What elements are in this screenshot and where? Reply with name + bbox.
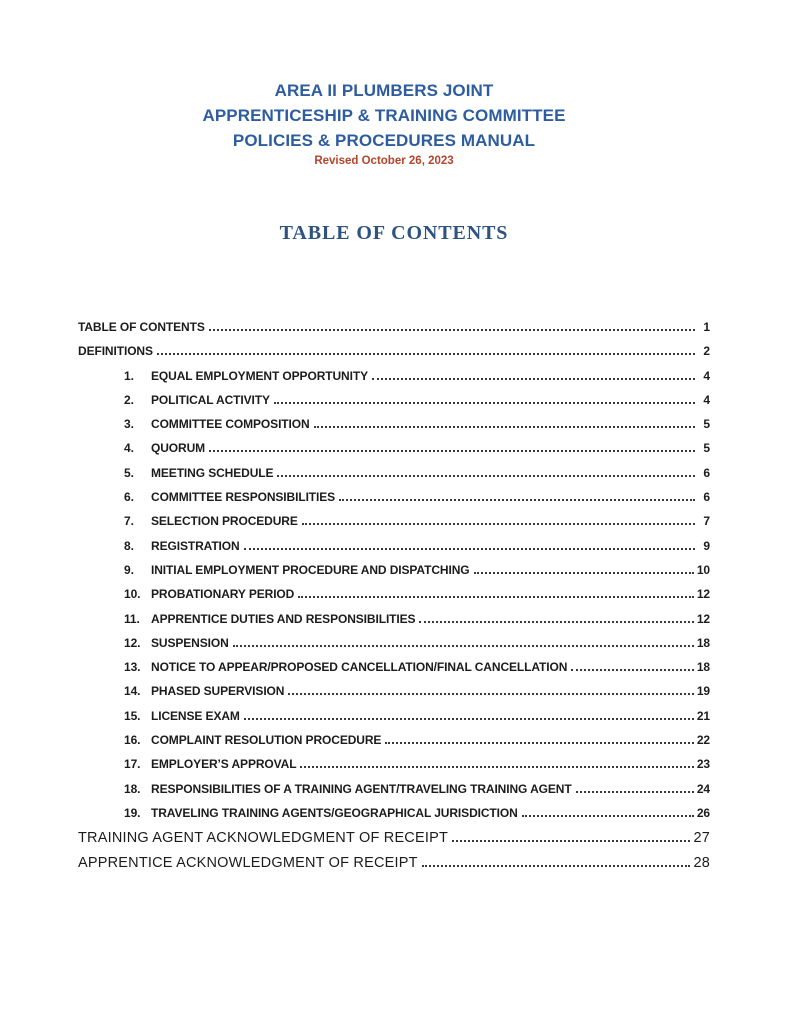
dot-leader bbox=[233, 642, 694, 647]
toc-entry-page: 19 bbox=[696, 684, 710, 699]
toc-entry-page: 9 bbox=[703, 538, 710, 553]
toc-entry bbox=[78, 369, 710, 393]
toc-entry bbox=[78, 782, 710, 806]
toc-entry-page: 10 bbox=[696, 562, 710, 577]
toc-entry bbox=[78, 393, 710, 417]
dot-leader bbox=[576, 788, 694, 793]
toc-entry-number: 10. bbox=[124, 587, 141, 602]
toc-entry bbox=[78, 660, 710, 684]
toc-entry bbox=[78, 636, 710, 660]
toc-entry-label: COMMITTEE RESPONSIBILITIES bbox=[151, 490, 336, 505]
toc-entry bbox=[78, 441, 710, 465]
toc-entry-label: TRAVELING TRAINING AGENTS/GEOGRAPHICAL JURISDICTION bbox=[151, 805, 518, 820]
toc-heading: TABLE OF CONTENTS bbox=[279, 222, 509, 244]
toc-entry bbox=[78, 344, 710, 368]
toc-entry-label: REGISTRATION bbox=[151, 538, 240, 553]
dot-leader bbox=[274, 399, 695, 404]
dot-leader bbox=[244, 715, 694, 720]
toc-entry-label: TRAINING AGENT ACKNOWLEDGMENT OF RECEIPT bbox=[78, 830, 449, 847]
toc-entry-page: 2 bbox=[703, 344, 710, 359]
dot-leader bbox=[277, 472, 695, 477]
toc-entry bbox=[78, 514, 710, 538]
toc-entry-label: APPRENTICE DUTIES AND RESPONSIBILITIES bbox=[151, 611, 416, 626]
toc-entry-label: TABLE OF CONTENTS bbox=[78, 320, 205, 334]
toc-entry-page: 4 bbox=[703, 392, 710, 407]
toc-entry-number: 15. bbox=[124, 708, 141, 723]
toc-entry-number: 17. bbox=[124, 757, 141, 772]
toc-entry bbox=[78, 612, 710, 636]
toc-entry-number: 16. bbox=[124, 733, 141, 748]
toc-entry-page: 4 bbox=[703, 368, 710, 383]
dot-leader bbox=[372, 375, 695, 380]
document-title-line-3: POLICIES & PROCEDURES MANUAL bbox=[232, 131, 536, 150]
toc-entry-label: EMPLOYER’S APPROVAL bbox=[151, 757, 297, 772]
toc-entry-number: 14. bbox=[124, 684, 141, 699]
document-title-line-1: AREA II PLUMBERS JOINT bbox=[274, 81, 494, 100]
dot-leader bbox=[157, 350, 695, 355]
toc-entry-label: COMPLAINT RESOLUTION PROCEDURE bbox=[151, 733, 382, 748]
toc-entry-number: 6. bbox=[124, 490, 134, 505]
toc-entry-page: 12 bbox=[696, 611, 710, 626]
toc-entry-label: QUORUM bbox=[151, 441, 206, 456]
dot-leader bbox=[474, 569, 694, 574]
toc-entry-label: MEETING SCHEDULE bbox=[151, 465, 274, 480]
toc-entry-page: 27 bbox=[693, 830, 710, 847]
toc-entry-label: DEFINITIONS bbox=[78, 344, 153, 359]
toc-entry bbox=[78, 684, 710, 708]
toc-entry-label: PHASED SUPERVISION bbox=[151, 684, 285, 699]
toc-entry-number: 13. bbox=[124, 660, 141, 675]
toc-entry-page: 21 bbox=[696, 708, 710, 723]
toc-entry-label: APPRENTICE ACKNOWLEDGMENT OF RECEIPT bbox=[78, 854, 418, 871]
toc-entry-number: 11. bbox=[124, 611, 140, 626]
toc-entry bbox=[78, 563, 710, 587]
toc-entry-label: RESPONSIBILITIES OF A TRAINING AGENT/TRAVELING TRAINING AGENT bbox=[151, 781, 572, 796]
toc-entry-page: 23 bbox=[696, 757, 710, 772]
toc-entry bbox=[78, 539, 710, 563]
toc-entry-label: POLITICAL ACTIVITY bbox=[151, 392, 270, 407]
toc-entry-page: 18 bbox=[696, 660, 710, 675]
toc-entry-page: 5 bbox=[703, 417, 710, 432]
document-title-block bbox=[78, 78, 690, 168]
revision-date: Revised October 26, 2023 bbox=[314, 155, 454, 167]
toc-entry-page: 18 bbox=[696, 635, 710, 650]
toc-list bbox=[78, 320, 710, 879]
toc-entry-number: 4. bbox=[124, 441, 134, 456]
toc-entry-number: 19. bbox=[124, 805, 141, 820]
toc-entry-page: 28 bbox=[693, 854, 710, 871]
toc-entry bbox=[78, 855, 710, 879]
dot-leader bbox=[209, 326, 695, 331]
toc-entry-number: 9. bbox=[124, 562, 134, 577]
toc-entry bbox=[78, 417, 710, 441]
toc-entry-page: 6 bbox=[703, 490, 710, 505]
toc-entry-number: 3. bbox=[124, 417, 134, 432]
toc-entry-page: 5 bbox=[703, 441, 710, 456]
toc-entry bbox=[78, 806, 710, 830]
toc-entry-number: 2. bbox=[124, 392, 134, 407]
dot-leader bbox=[422, 862, 691, 867]
toc-entry-page: 22 bbox=[696, 733, 710, 748]
dot-leader bbox=[385, 739, 694, 744]
toc-entry-label: NOTICE TO APPEAR/PROPOSED CANCELLATION/FINAL CANCELLATION bbox=[151, 660, 568, 675]
dot-leader bbox=[339, 496, 695, 501]
dot-leader bbox=[209, 447, 695, 452]
toc-entry-page: 1 bbox=[703, 320, 710, 334]
toc-entry-label: INITIAL EMPLOYMENT PROCEDURE AND DISPATCHING bbox=[151, 562, 470, 577]
document-title-line-2: APPRENTICESHIP & TRAINING COMMITTEE bbox=[202, 106, 566, 125]
dot-leader bbox=[300, 763, 693, 768]
toc-entry-number: 5. bbox=[124, 465, 134, 480]
dot-leader bbox=[288, 690, 693, 695]
toc-entry-page: 6 bbox=[703, 465, 710, 480]
toc-entry bbox=[78, 757, 710, 781]
toc-entry bbox=[78, 490, 710, 514]
toc-entry bbox=[78, 830, 710, 854]
toc-entry-page: 12 bbox=[696, 587, 710, 602]
toc-entry-label: LICENSE EXAM bbox=[151, 708, 240, 723]
toc-entry-number: 12. bbox=[124, 635, 141, 650]
toc-entry-number: 1. bbox=[124, 368, 134, 383]
toc-entry-label: EQUAL EMPLOYMENT OPPORTUNITY bbox=[151, 368, 368, 383]
dot-leader bbox=[302, 520, 695, 525]
toc-entry bbox=[78, 587, 710, 611]
toc-entry-page: 24 bbox=[696, 781, 710, 796]
toc-entry-number: 7. bbox=[124, 514, 134, 529]
toc-entry-label: SUSPENSION bbox=[151, 635, 229, 650]
toc-entry bbox=[78, 466, 710, 490]
toc-entry bbox=[78, 320, 710, 344]
dot-leader bbox=[244, 545, 695, 550]
toc-entry-page: 7 bbox=[703, 514, 710, 529]
toc-entry-label: COMMITTEE COMPOSITION bbox=[151, 417, 310, 432]
toc-entry-label: SELECTION PROCEDURE bbox=[151, 514, 298, 529]
dot-leader bbox=[522, 812, 694, 817]
dot-leader bbox=[452, 837, 690, 842]
toc-entry-number: 18. bbox=[124, 781, 141, 796]
dot-leader bbox=[314, 423, 695, 428]
toc-entry-number: 8. bbox=[124, 538, 134, 553]
toc-entry-page: 26 bbox=[696, 805, 710, 820]
toc-entry-label: PROBATIONARY PERIOD bbox=[151, 587, 295, 602]
dot-leader bbox=[298, 593, 694, 598]
dot-leader bbox=[571, 666, 694, 671]
toc-entry bbox=[78, 733, 710, 757]
dot-leader bbox=[419, 618, 693, 623]
toc-entry bbox=[78, 709, 710, 733]
